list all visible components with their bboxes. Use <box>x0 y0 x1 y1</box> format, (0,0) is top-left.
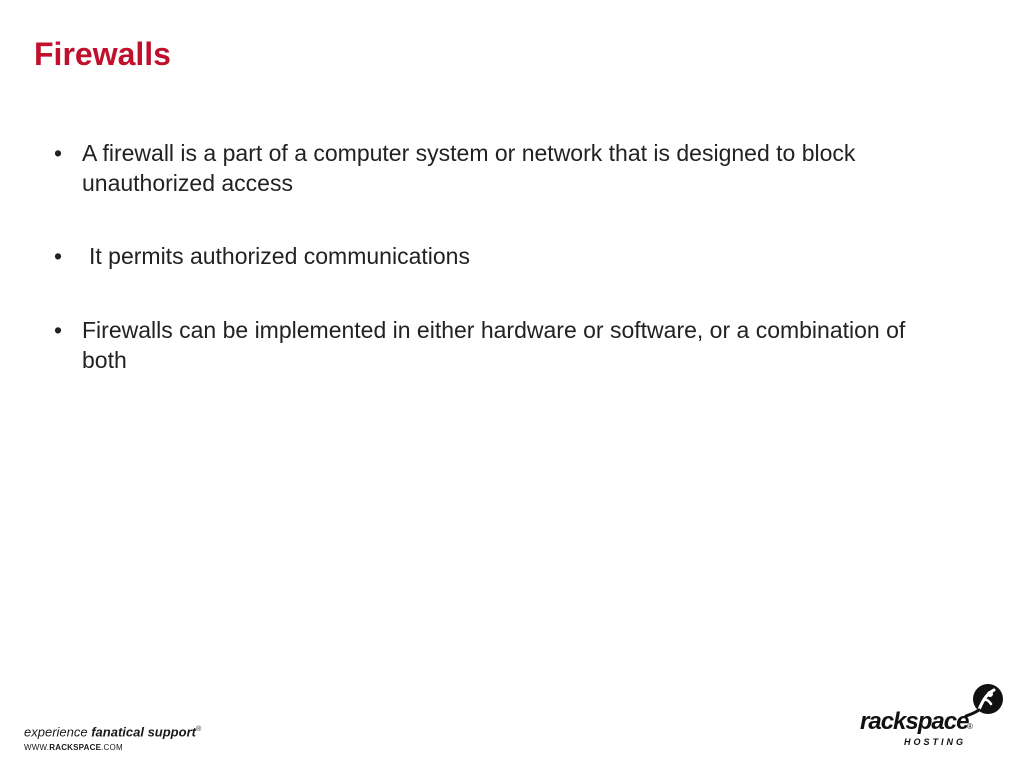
bullet-item <box>50 315 910 375</box>
footer-website <box>24 742 201 754</box>
bullet-text: Firewalls can be implemented in either hardware or software, or a combination of both <box>82 317 906 373</box>
bullet-item <box>50 241 910 271</box>
footer-tagline <box>24 722 201 740</box>
logo-registered-mark: ® <box>967 722 973 731</box>
rackspace-logo <box>860 682 1010 752</box>
tagline-prefix: experience <box>24 724 92 740</box>
bullet-dot: • <box>54 140 63 166</box>
tagline-registered-mark: ® <box>195 726 202 733</box>
logo-subtitle: HOSTING <box>904 737 967 747</box>
slide-title: Firewalls <box>34 36 171 72</box>
website-prefix: WWW. <box>24 743 50 753</box>
logo-wordmark: rackspace <box>860 708 969 735</box>
bullet-dot: • <box>54 317 63 343</box>
website-suffix: .COM <box>101 743 123 753</box>
website-brand: RACKSPACE <box>49 743 102 753</box>
footer-branding <box>24 722 201 754</box>
bullet-item <box>50 138 910 198</box>
bullet-list <box>50 138 910 375</box>
bullet-dot: • <box>54 243 63 269</box>
bullet-text: A firewall is a part of a computer system or network that is designed to block unauthorized access <box>82 140 856 196</box>
tagline-emphasis: fanatical support <box>91 724 196 740</box>
bullet-text: It permits authorized communications <box>89 243 470 269</box>
